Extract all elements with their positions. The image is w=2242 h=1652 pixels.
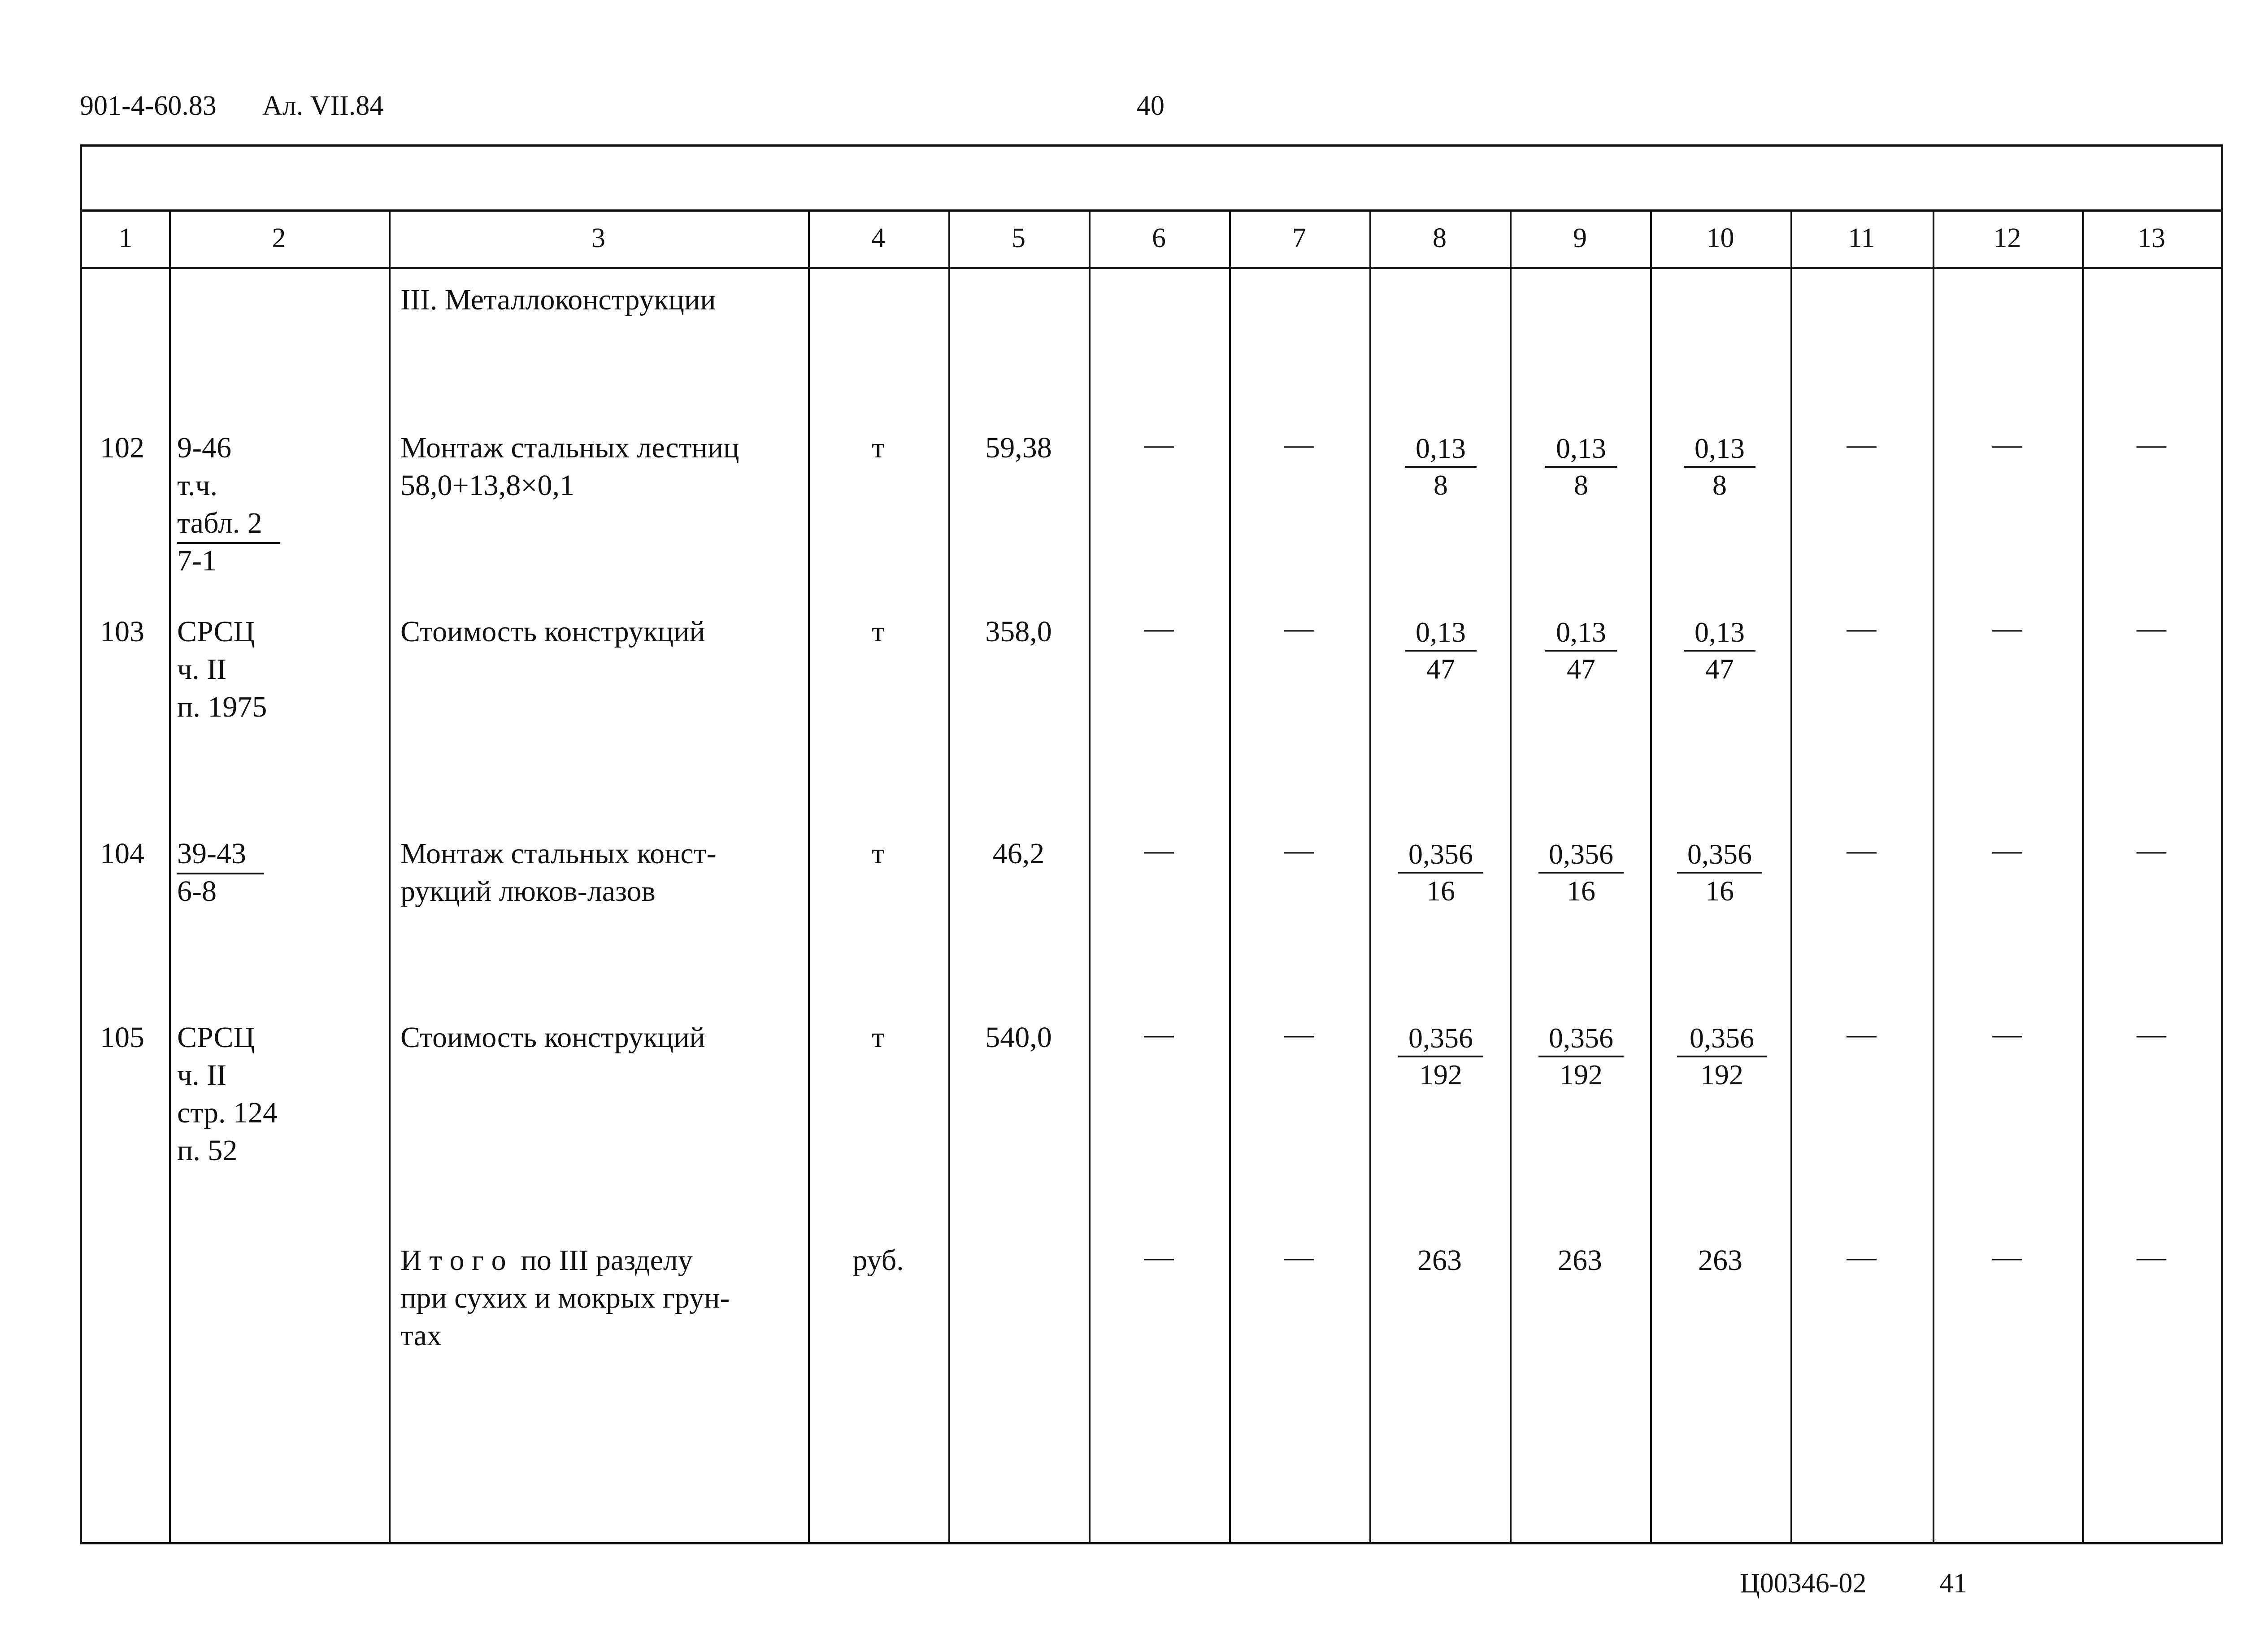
column-number: 13: [2138, 223, 2165, 253]
fraction-cell: $\frac{0,13}{47}$: [1405, 615, 1477, 687]
total-label-line: И т о г о по III разделу: [400, 1244, 693, 1277]
column-number: 5: [1012, 223, 1025, 253]
dash: —: [1992, 612, 2022, 644]
total-unit: руб.: [852, 1244, 904, 1277]
quantity: 59,38: [985, 431, 1052, 464]
dash: —: [2137, 612, 2166, 644]
doc-code: 901-4-60.83: [80, 91, 217, 121]
column-divider: [1089, 209, 1091, 1542]
unit: т: [872, 615, 885, 648]
reference-line: [177, 835, 264, 874]
reference-line: п. 52: [177, 1134, 238, 1167]
total-value: 263: [1558, 1244, 1602, 1277]
column-divider: [1510, 209, 1512, 1542]
reference-line: ч. II: [177, 653, 227, 686]
column-divider: [1790, 209, 1792, 1542]
work-name-line: 58,0+13,8×0,1: [400, 469, 574, 502]
unit: т: [872, 1021, 885, 1054]
dash: —: [1284, 612, 1314, 644]
column-divider: [169, 209, 171, 1542]
row-number: 105: [100, 1021, 144, 1054]
dash: —: [1992, 1240, 2022, 1273]
column-divider: [2082, 209, 2084, 1542]
dash: —: [1992, 428, 2022, 461]
work-name-line: Стоимость конструкций: [400, 615, 705, 648]
dash: —: [1284, 1017, 1314, 1050]
column-divider: [389, 209, 391, 1542]
column-number: 11: [1848, 223, 1875, 253]
column-number: 8: [1433, 223, 1447, 253]
dash: —: [1144, 1017, 1174, 1050]
fraction-cell: $\frac{0,356}{192}$: [1538, 1021, 1624, 1092]
work-name-line: Монтаж стальных лестниц: [400, 431, 739, 464]
reference-line: 9-46: [177, 431, 231, 464]
dash: —: [1284, 1240, 1314, 1273]
dash: —: [1992, 834, 2022, 866]
total-value: 263: [1698, 1244, 1742, 1277]
column-divider: [1369, 209, 1371, 1542]
reference-line: стр. 124: [177, 1096, 278, 1129]
page-number: 40: [1137, 91, 1164, 121]
column-number: 9: [1573, 223, 1587, 253]
dash: —: [1144, 428, 1174, 461]
fraction-cell: $\frac{0,13}{8}$: [1405, 431, 1477, 503]
unit: т: [872, 837, 885, 870]
column-number: 3: [591, 223, 605, 253]
dash: —: [1847, 1017, 1877, 1050]
reference-line: [177, 504, 280, 544]
column-number: 4: [871, 223, 885, 253]
fraction-cell: $\frac{0,13}{47}$: [1545, 615, 1617, 687]
column-number: 1: [118, 223, 133, 253]
row-number: 102: [100, 431, 144, 464]
section-title: III. Металлоконструкции: [400, 283, 716, 316]
work-name-line: рукций люков-лазов: [400, 875, 656, 908]
row-number: 103: [100, 615, 144, 648]
dash: —: [1992, 1017, 2022, 1050]
dash: —: [1284, 428, 1314, 461]
unit: т: [872, 431, 885, 464]
album-number: Ал. VII.84: [262, 91, 384, 121]
footer-page-number: 41: [1939, 1568, 1967, 1599]
reference-line: СРСЦ: [177, 1021, 255, 1054]
reference-line: т.ч.: [177, 469, 218, 502]
dash: —: [1847, 1240, 1877, 1273]
column-number: 7: [1292, 223, 1306, 253]
total-value: 263: [1417, 1244, 1462, 1277]
dash: —: [1847, 834, 1877, 866]
fraction-cell: $\frac{0,356}{16}$: [1538, 837, 1624, 909]
quantity: 540,0: [985, 1021, 1052, 1054]
dash: —: [2137, 428, 2166, 461]
fraction-cell: $\frac{0,13}{8}$: [1545, 431, 1617, 503]
reference-numerator: табл. 2: [177, 504, 280, 544]
column-divider: [948, 209, 950, 1542]
total-label-line: тах: [400, 1319, 442, 1352]
work-name-line: Монтаж стальных конст-: [400, 837, 717, 870]
dash: —: [1144, 612, 1174, 644]
fraction-cell: $\frac{0,13}{8}$: [1684, 431, 1755, 503]
dash: —: [1144, 834, 1174, 866]
work-name-line: Стоимость конструкций: [400, 1021, 705, 1054]
row-number: 104: [100, 837, 144, 870]
dash: —: [1847, 428, 1877, 461]
reference-line: п. 1975: [177, 691, 267, 723]
column-divider: [1650, 209, 1652, 1542]
estimate-table: [80, 144, 2223, 1544]
column-divider: [1229, 209, 1231, 1542]
footer-code: Ц00346-02: [1740, 1568, 1867, 1599]
total-label-line: при сухих и мокрых грун-: [400, 1282, 730, 1314]
fraction-cell: $\frac{0,356}{16}$: [1677, 837, 1762, 909]
column-number: 10: [1706, 223, 1734, 253]
quantity: 46,2: [992, 837, 1045, 870]
column-number: 2: [272, 223, 286, 253]
dash: —: [1284, 834, 1314, 866]
fraction-cell: $\frac{0,13}{47}$: [1684, 615, 1755, 687]
quantity: 358,0: [985, 615, 1052, 648]
column-divider: [808, 209, 810, 1542]
dash: —: [2137, 834, 2166, 866]
fraction-cell: $\frac{0,356}{16}$: [1398, 837, 1483, 909]
fraction-cell: $\frac{0,356}{192}$: [1398, 1021, 1483, 1092]
column-number: 6: [1152, 223, 1166, 253]
reference-line: ч. II: [177, 1059, 227, 1091]
dash: —: [1144, 1240, 1174, 1273]
reference-numerator: 39-43: [177, 835, 264, 874]
dash: —: [1847, 612, 1877, 644]
column-number: 12: [1993, 223, 2021, 253]
reference-line: 7-1: [177, 544, 217, 577]
reference-line: СРСЦ: [177, 615, 255, 648]
column-divider: [1933, 209, 1934, 1542]
dash: —: [2137, 1017, 2166, 1050]
column-number-row: [82, 209, 2221, 269]
dash: —: [2137, 1240, 2166, 1273]
fraction-cell: $\frac{0,356}{192}$: [1677, 1021, 1767, 1092]
table-top-blank-row: [82, 147, 2221, 212]
reference-line: 6-8: [177, 875, 217, 908]
